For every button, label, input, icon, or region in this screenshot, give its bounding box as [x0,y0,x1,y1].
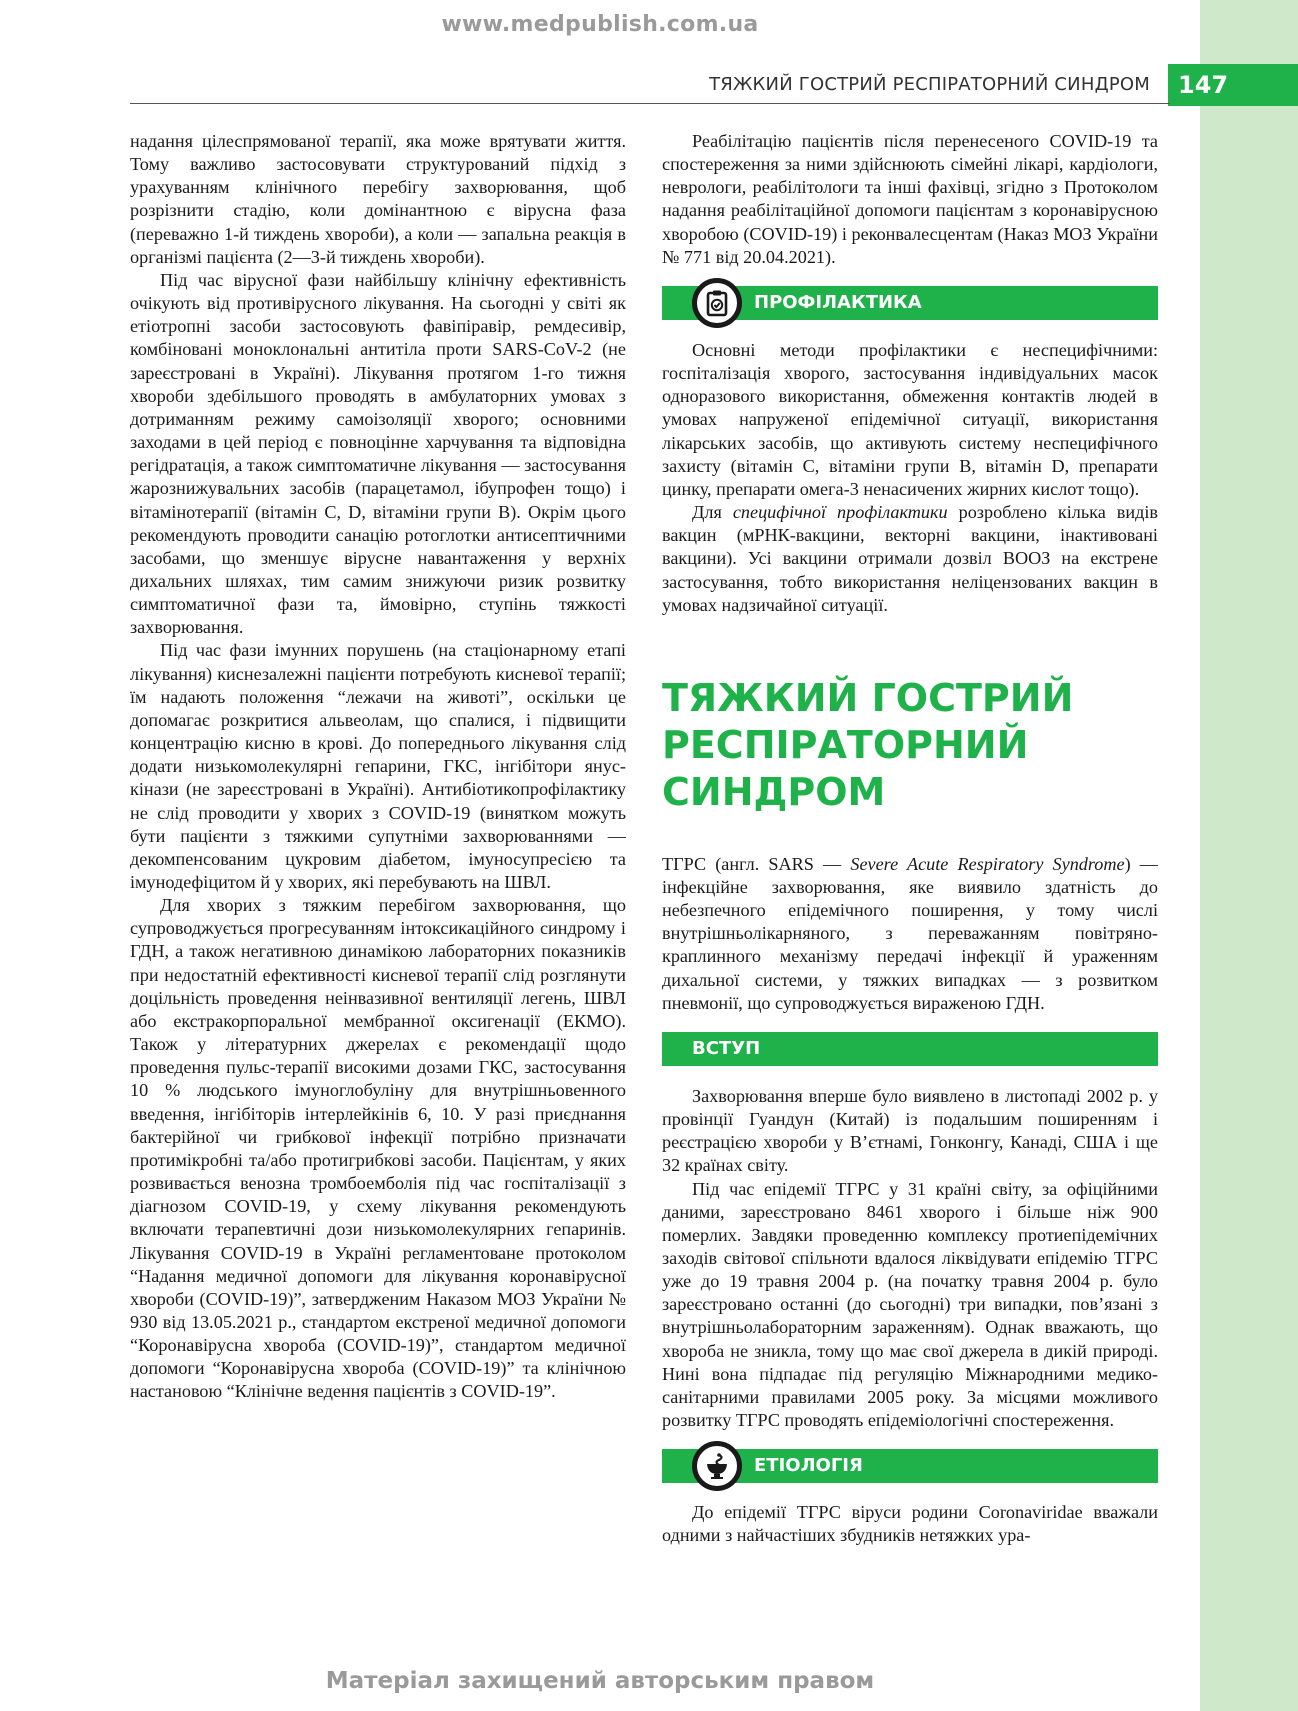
paragraph: Під час епідемії ТГРС у 31 країні світу, за офіційними даними, зареєстровано 8461 хворого і більше ніж 900 померлих. Завдяки проведенню комплексу протиепідемічних заходів світової спільноти вдалося ліквідувати епідемію ТГРС уже до 19 травня 2004 р. (на початку травня 2004 р. було зареєстровано останні (до сьогодні) три випадки, пов’язані з внутрішньолабораторним зараженням). Однак вважають, що хвороба не зникла, тому що має свої джерела в дикій природі. Нині вона підпадає під регуляцію Міжнародними медико-санітарними правилами 2005 року. За місцями можливого розвитку ТГРС проводять епідеміологічні спостереження. [662,1178,1158,1431]
chapter-title-line: РЕСПІРАТОРНИЙ СИНДРОМ [662,722,1029,814]
watermark-top: www.medpublish.com.ua [441,12,759,37]
text-run: ) — інфекційне захворювання, яке виявило здатність до небезпечного епідемічного поширення, у тому числі внутрішньолікарняного, з переважанням повітряно-краплинного механізму передачі інфекції й ураженням дихальної системи, у тяжких випадках — з розвитком пневмонії, що супроводжується вираженою ГДН. [662,853,1158,1013]
emphasis-text: специфічної профілактики [732,502,948,523]
paragraph: Основні методи профілактики є неспецифічними: госпіталізація хворого, застосування індивідуальних масок одноразового використання, обмеження контактів людей в умовах напруженої епідемічної ситуації, використання лікарських засобів, що активують систему неспецифічного захисту (вітамін С, вітаміни групи В, вітамін D, препарати цинку, препарати омега-3 ненасичених жирних кислот тощо). [662,339,1158,499]
section-heading-label: ЕТІОЛОГІЯ [754,1455,863,1477]
paragraph: Захворювання вперше було виявлено в листопаді 2002 р. у провінції Гуандун (Китай) із подальшим поширенням і реєстрацією хвороби у В’єтнамі, Гонконгу, Канаді, США і ще 32 країнах світу. [662,1085,1158,1176]
paragraph: Для хворих з тяжким перебігом захворювання, що супроводжується прогресуванням інтоксикаційного синдрому і ГДН, а також негативною динамікою лабораторних показників при недостатній ефективності кисневої терапії слід розглянути доцільність проведення неінвазивної вентиляції легень, ШВЛ або екстракорпоральної мембранної оксигенації (ЕКМО). Також у літературних джерелах є рекомендації щодо проведення пульс-терапії високими дозами ГКС, застосування 10 % людського імуноглобуліну для внутрішньовенного введення, інгібіторів інтерлейкінів 6, 10. У разі приєднання бактерійної чи грибкової інфекції потрібно призначати протимікробні та/або протигрибкові засоби. Пацієнтам, у яких розвивається венозна тромбоемболія під час госпіталізації з діагнозом COVID-19, у схему лікування рекомендують включати терапевтичні дози низькомолекулярних гепаринів. Лікування COVID-19 в Україні регламентоване протоколом “Надання медичної допомоги для лікування коронавірусної хвороби (COVID-19)”, затвердженим Наказом МОЗ України № 930 від 13.05.2021 р., стандартом екстреної медичної допомоги “Коронавірусна хвороба (COVID-19)”, стандартом медичної допомоги “Коронавірусна хвороба (COVID-19)” та клінічною настановою “Клінічне ведення пацієнтів з COVID-19”. [130,895,626,1402]
page-number: 147 [1168,64,1298,106]
running-head: ТЯЖКИЙ ГОСТРИЙ РЕСПІРАТОРНИЙ СИНДРОМ [709,74,1150,95]
side-strip [1200,0,1298,1711]
emphasis-text: Severe Acute Respiratory Syndrome [850,853,1125,874]
paragraph: Під час вірусної фази найбільшу клінічну ефективність очікують від противірусного лікування. На сьогодні у світі як етіотропні засоби застосовують фавіпіравір, ремдесивір, комбіновані моноклональні антитіла проти SARS-CoV-2 (не зареєстровані в Україні). Лікування протягом 1-го тижня хвороби здебільшого проводять в амбулаторних умовах з дотриманням режиму самоізоляції хворого; основними заходами в цей період є повноцінне харчування та відповідна регідратація, а також симптоматичне лікування — застосування жарознижувальних засобів (парацетамол, ібупрофен тощо) і вітамінотерапії (вітамін С, D, вітаміни групи В). Окрім цього рекомендують проводити санацію ротоглотки антисептичними засобами, що зменшує вірусне навантаження у верхніх дихальних шляхах, тим самим знижуючи ризик розвитку симптоматичної фази та, ймовірно, ступінь тяжкості захворювання. [130,269,626,638]
chapter-title-line: ТЯЖКИЙ ГОСТРИЙ [662,675,1074,720]
section-heading-label: ВСТУП [692,1037,761,1059]
pharmacy-snake-bowl-icon [692,1441,742,1491]
text-run: Для [692,502,733,523]
watermark-bottom: Матеріал захищений авторським правом [325,1668,875,1694]
section-heading-label: ПРОФІЛАКТИКА [754,291,922,313]
right-column [662,130,1158,1548]
paragraph: До епідемії ТГРС віруси родини Coronaviridae вважали одними з найчастіших збудників нетяжких ура- [662,1502,1158,1546]
definition-paragraph [662,853,1158,1015]
clipboard-check-icon [692,278,742,328]
text-run: розроблено кілька видів вакцин (мРНК-вакцини, векторні вакцини, інактивовані вакцини). Усі вакцини отримали дозвіл ВООЗ на екстрене застосування, тобто використання неліцензованих вакцин в умовах надзичайної ситуації. [662,502,1158,615]
paragraph: Під час фази імунних порушень (на стаціонарному етапі лікування) киснезалежні пацієнти потребують кисневої терапії; їм надають положення “лежачи на животі”, оскільки це допомагає розкритися альвеолам, що спалися, і підвищити концентрацію кисню в крові. До попереднього лікування слід додати низькомолекулярні гепарини, ГКС, інгібітори янус-кінази (не зареєстровані в Україні). Антибіотикопрофілактику не слід проводити у хворих з COVID-19 (винятком можуть бути пацієнти з тяжкими супутніми захворюваннями — декомпенсованим цукровим діабетом, імуносупресією та імунодефіцитом й у хворих, які перебувають на ШВЛ. [130,640,626,892]
section-heading-etiology [662,1449,1158,1483]
text-run: ТГРС (англ. SARS — [662,853,851,874]
section-heading-prophylaxis [662,286,1158,320]
paragraph [662,501,1158,617]
paragraph: надання цілеспрямованої терапії, яка може врятувати життя. Тому важливо застосовувати структурований підхід з урахуванням клінічного перебігу захворювання, щоб розрізнити стадію, коли домінантною є вірусна фаза (переважно 1-й тиждень хвороби), а коли — запальна реакція в організмі пацієнта (2—3-й тиждень хвороби). [130,131,626,267]
paragraph: Реабілітацію пацієнтів після перенесеного COVID-19 та спостереження за ними здійснюють сімейні лікарі, кардіологи, неврологи, реабілітологи та інші фахівці, згідно з Протоколом надання реабілітаційної допомоги пацієнтам з коронавірусною хворобою (COVID-19) і реконвалесцентам (Наказ МОЗ України № 771 від 20.04.2021). [662,131,1158,267]
header-rule [130,103,1170,104]
section-heading-intro [662,1032,1158,1066]
chapter-title [662,675,1158,816]
left-column [130,130,626,1404]
